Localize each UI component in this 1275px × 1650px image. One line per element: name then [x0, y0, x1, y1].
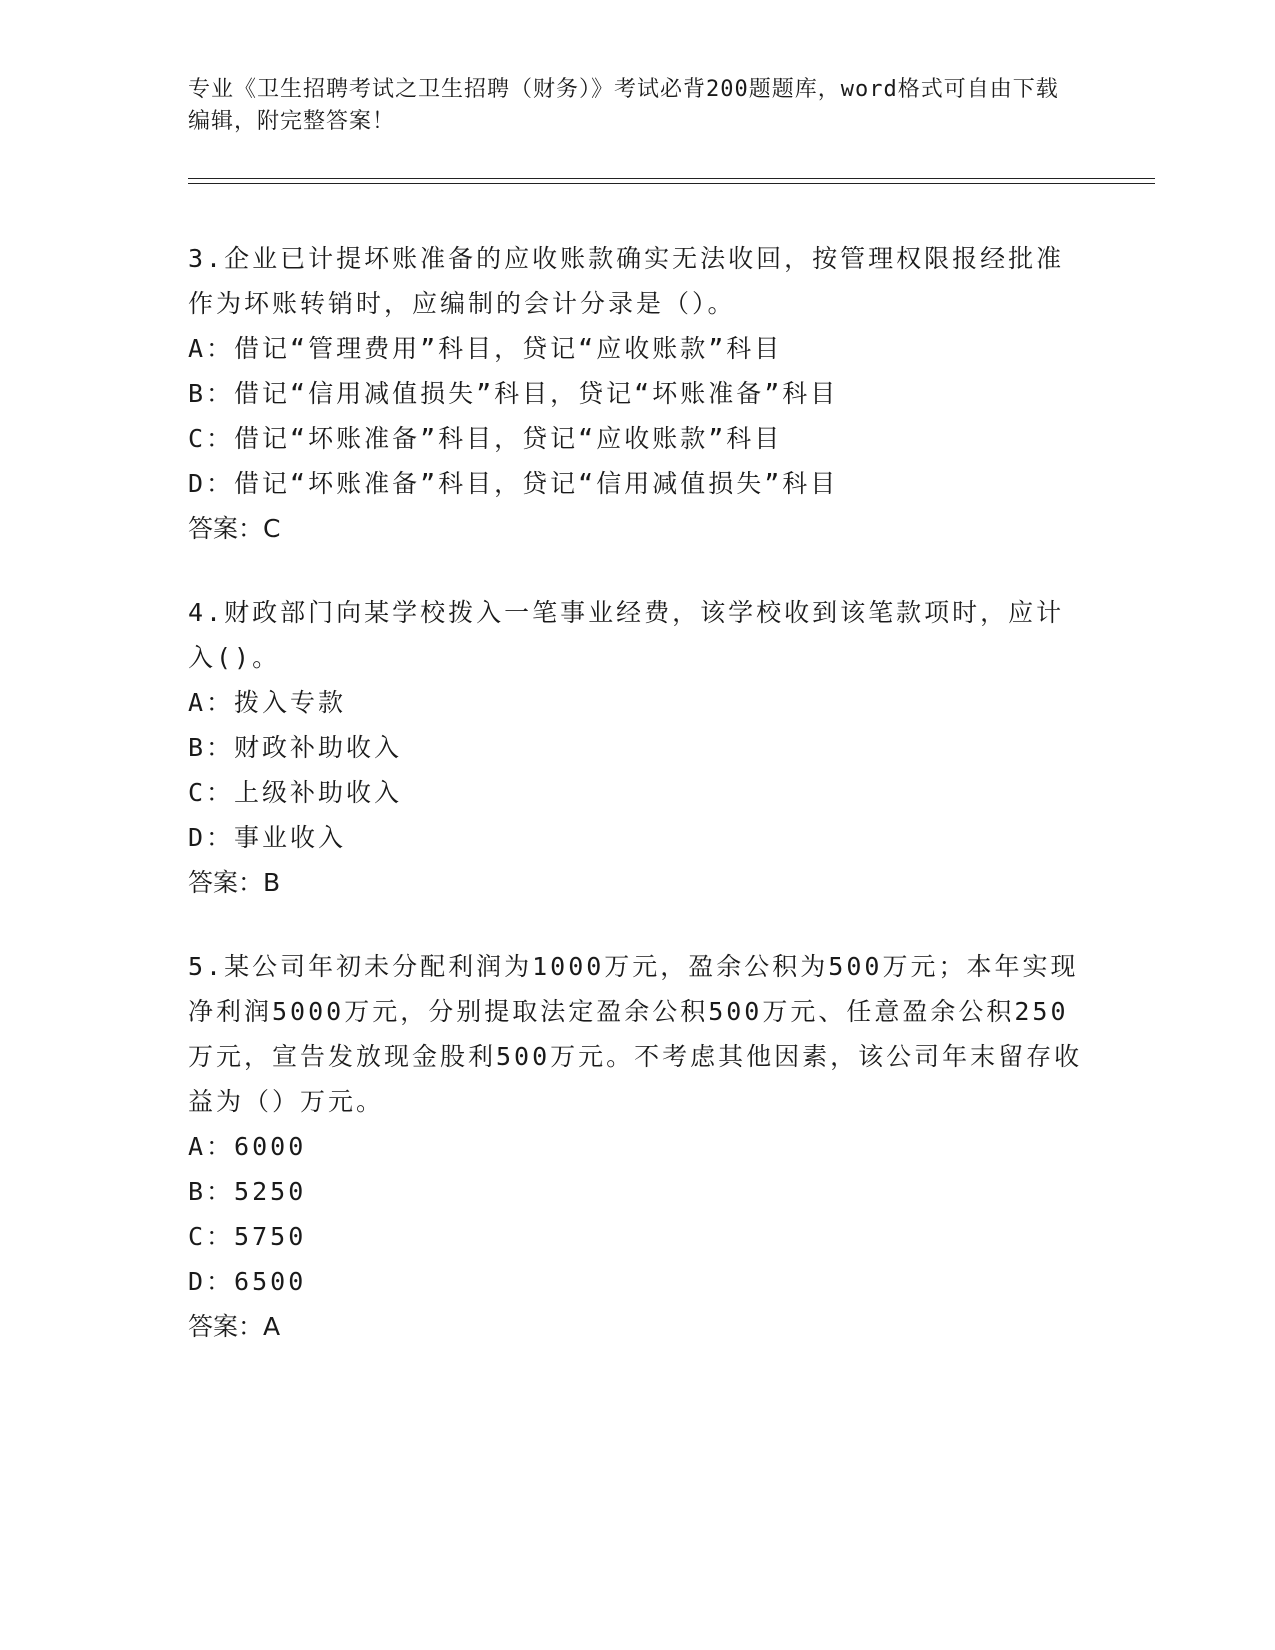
option-c: C：5750: [188, 1222, 307, 1251]
option-d: D：6500: [188, 1267, 307, 1296]
option-c: C：借记“坏账准备”科目，贷记“应收账款”科目: [188, 424, 783, 453]
document-header: 专业《卫生招聘考试之卫生招聘（财务）》考试必背200题题库，word格式可自由下载编辑，附完整答案！: [188, 77, 1059, 134]
option-a: A：拨入专款: [188, 688, 347, 717]
answer-text: 答案：A: [188, 1312, 281, 1341]
option-b: B：借记“信用减值损失”科目，贷记“坏账准备”科目: [188, 379, 839, 408]
question-4: [188, 590, 1088, 906]
question-stem: 4.财政部门向某学校拨入一笔事业经费，该学校收到该笔款项时，应计入()。: [188, 598, 1065, 672]
option-c: C：上级补助收入: [188, 778, 403, 807]
question-stem: 5.某公司年初未分配利润为1000万元，盈余公积为500万元；本年实现净利润5000万元，分别提取法定盈余公积500万元、任意盈余公积250万元，宣告发放现金股利500万元。不考虑其他因素，该公司年末留存收益为（）万元。: [188, 952, 1083, 1116]
option-d: D：事业收入: [188, 823, 347, 852]
option-d: D：借记“坏账准备”科目，贷记“信用减值损失”科目: [188, 469, 839, 498]
question-stem: 3.企业已计提坏账准备的应收账款确实无法收回，按管理权限报经批准作为坏账转销时，应编制的会计分录是（）。: [188, 244, 1065, 318]
option-b: B：5250: [188, 1177, 307, 1206]
option-a: A：借记“管理费用”科目，贷记“应收账款”科目: [188, 334, 783, 363]
answer-text: 答案：B: [188, 868, 281, 897]
answer-text: 答案：C: [188, 514, 281, 543]
option-a: A：6000: [188, 1132, 307, 1161]
question-3: [188, 236, 1088, 552]
question-list: [188, 236, 1088, 1388]
header-divider-top: [188, 178, 1155, 179]
option-b: B：财政补助收入: [188, 733, 403, 762]
question-5: [188, 944, 1088, 1350]
header-divider-bottom: [188, 183, 1155, 184]
